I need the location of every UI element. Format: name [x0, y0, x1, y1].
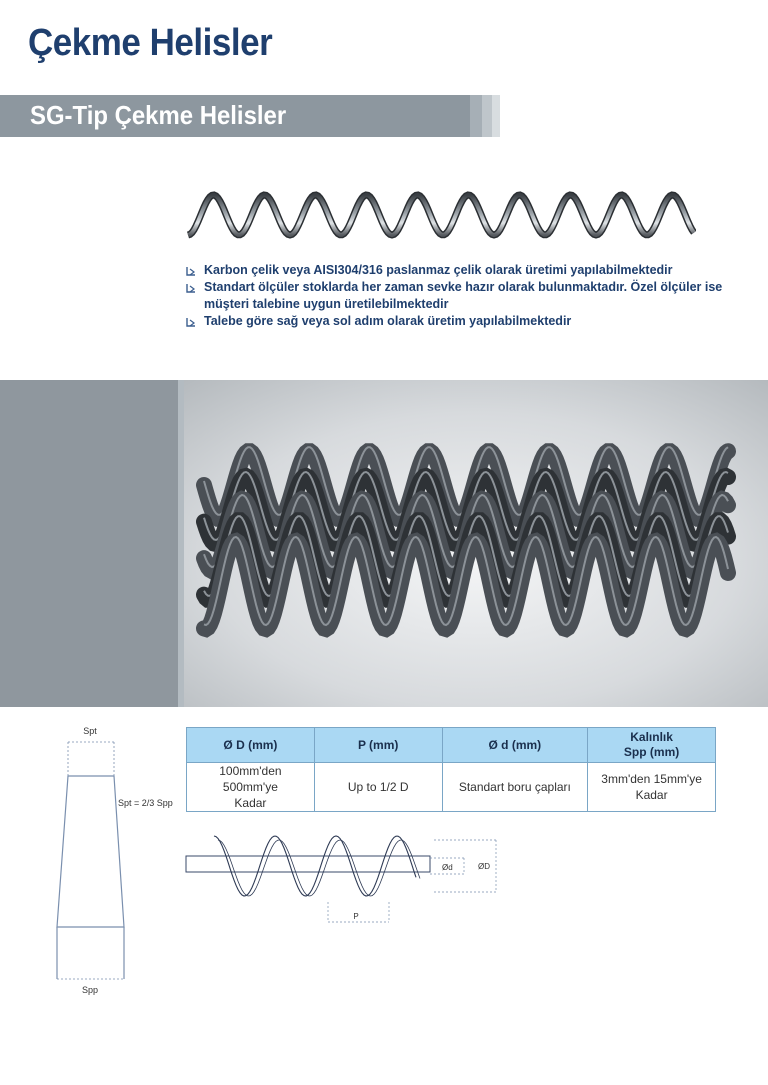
bullet-arrow-icon — [186, 266, 196, 276]
bullet-arrow-icon — [186, 317, 196, 327]
spt-formula: Spt = 2/3 Spp — [118, 798, 173, 808]
feature-text: Karbon çelik veya AISI304/316 paslanmaz çelik olarak üretimi yapılabilmektedir — [204, 263, 673, 277]
bullet-arrow-icon — [186, 283, 196, 293]
cell-inner-diameter: Standart boru çapları — [442, 763, 588, 812]
pitch-label: P — [353, 912, 359, 921]
gray-side-panel — [0, 380, 178, 707]
feature-text: Standart ölçüler stoklarda her zaman sevke hazır olarak bulunmaktadır. Özel ölçüler ise müşteri talebine uygun üretilebilmektedir — [204, 280, 723, 311]
section-header-stripe — [492, 95, 500, 137]
helix-dimension-diagram — [184, 828, 504, 928]
helix-strip-image — [186, 184, 696, 246]
page-title: Çekme Helisler — [28, 22, 273, 64]
section-title: SG-Tip Çekme Helisler — [30, 100, 287, 130]
feature-item — [186, 313, 746, 330]
feature-list — [186, 262, 746, 330]
section-header-stripe — [470, 95, 482, 137]
cell-thickness: 3mm'den 15mm'ye Kadar — [588, 763, 716, 812]
header-inner-diameter: Ø d (mm) — [442, 728, 588, 763]
table-row — [187, 763, 716, 812]
spp-bottom-label: Spp — [81, 985, 99, 995]
inner-diameter-label: Ød — [442, 863, 453, 872]
header-outer-diameter: Ø D (mm) — [187, 728, 315, 763]
feature-item — [186, 279, 746, 313]
cell-outer-diameter: 100mm'den 500mm'ye Kadar — [187, 763, 315, 812]
outer-diameter-label: ØD — [478, 862, 490, 871]
stacked-helix-photo — [184, 380, 768, 707]
section-header-stripe — [482, 95, 492, 137]
feature-item — [186, 262, 746, 279]
cross-section-diagram — [40, 724, 190, 999]
table-header-row — [187, 728, 716, 763]
spec-table — [186, 727, 716, 812]
feature-text: Talebe göre sağ veya sol adım olarak üretim yapılabilmektedir — [204, 314, 572, 328]
header-thickness: Kalınlık Spp (mm) — [588, 728, 716, 763]
spt-top-label: Spt — [83, 726, 97, 736]
cell-pitch: Up to 1/2 D — [314, 763, 442, 812]
header-pitch: P (mm) — [314, 728, 442, 763]
